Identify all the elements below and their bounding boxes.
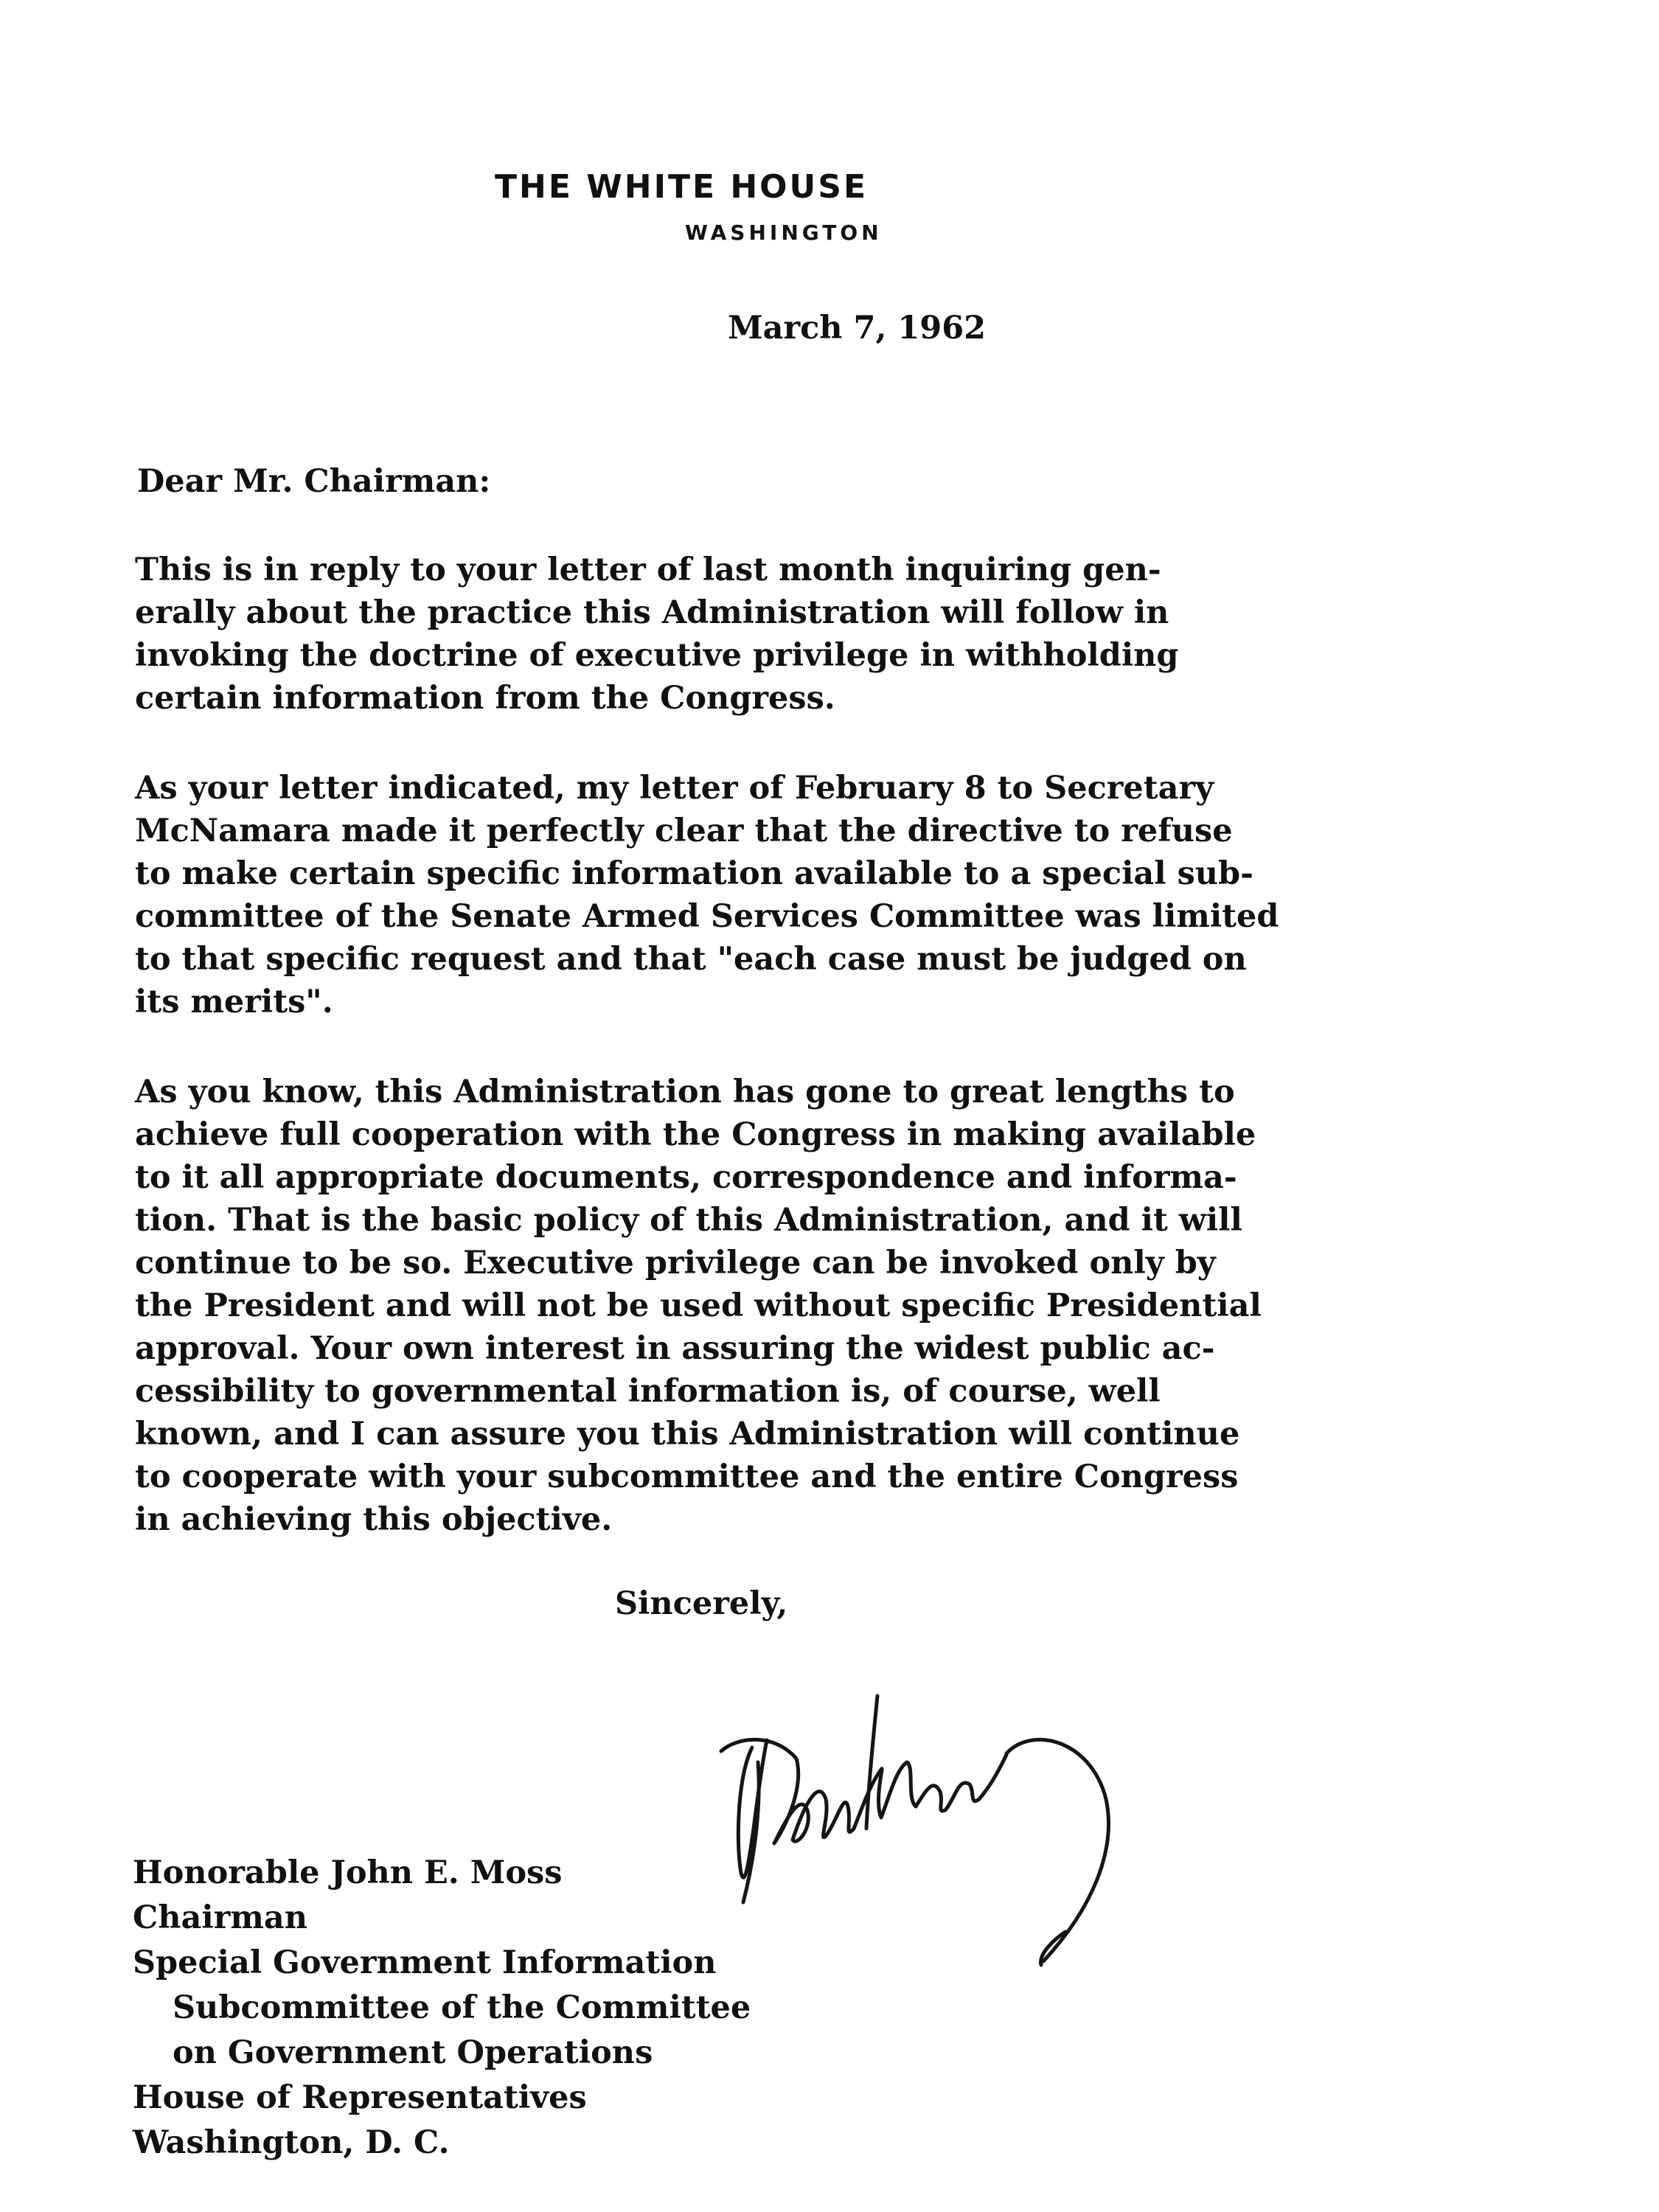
paragraph-line: to that specific request and that "each case must be judged on bbox=[135, 941, 1247, 978]
addressee-line: Chairman bbox=[133, 1899, 307, 1936]
paragraph-line: approval. Your own interest in assuring the widest public ac- bbox=[135, 1330, 1215, 1367]
paragraph-line: the President and will not be used without specific Presidential bbox=[135, 1287, 1262, 1324]
paragraph-line: continue to be so. Executive privilege can be invoked only by bbox=[135, 1245, 1216, 1281]
letterhead-city: WASHINGTON bbox=[685, 220, 883, 245]
paragraph-line: achieve full cooperation with the Congress in making available bbox=[135, 1116, 1256, 1153]
addressee-line: on Government Operations bbox=[173, 2034, 653, 2071]
paragraph-line: certain information from the Congress. bbox=[135, 680, 835, 717]
paragraph-line: to make certain specific information available to a special sub- bbox=[135, 855, 1253, 892]
addressee-block bbox=[133, 1851, 751, 2166]
paragraph-line: McNamara made it perfectly clear that the directive to refuse bbox=[135, 813, 1233, 849]
addressee-line: Washington, D. C. bbox=[133, 2124, 450, 2161]
paragraph-line: its merits". bbox=[135, 984, 333, 1020]
salutation: Dear Mr. Chairman: bbox=[137, 463, 491, 500]
paragraph-line: As your letter indicated, my letter of February 8 to Secretary bbox=[135, 770, 1214, 807]
paragraph-line: tion. That is the basic policy of this Administration, and it will bbox=[135, 1202, 1242, 1239]
paragraph-line: This is in reply to your letter of last month inquiring gen- bbox=[135, 552, 1161, 588]
paragraph-line: in achieving this objective. bbox=[135, 1501, 613, 1538]
paragraph-line: erally about the practice this Administration will follow in bbox=[135, 594, 1169, 631]
closing: Sincerely, bbox=[615, 1585, 788, 1622]
paragraph-line: known, and I can assure you this Administration will continue bbox=[135, 1416, 1240, 1453]
letter-date: March 7, 1962 bbox=[728, 310, 987, 347]
addressee-line: Special Government Information bbox=[133, 1944, 717, 1981]
paragraph-line: committee of the Senate Armed Services Committee was limited bbox=[135, 898, 1279, 935]
letterhead-title: THE WHITE HOUSE bbox=[495, 168, 869, 206]
paragraph-line: invoking the doctrine of executive privilege in withholding bbox=[135, 637, 1179, 674]
addressee-line: Honorable John E. Moss bbox=[133, 1854, 563, 1891]
body-paragraph-2 bbox=[135, 767, 1279, 1023]
body-paragraph-1 bbox=[135, 549, 1179, 720]
paragraph-line: to cooperate with your subcommittee and the entire Congress bbox=[135, 1458, 1239, 1495]
addressee-line: Subcommittee of the Committee bbox=[173, 1989, 751, 2026]
body-paragraph-3 bbox=[135, 1071, 1262, 1541]
paragraph-line: cessibility to governmental information is, of course, well bbox=[135, 1373, 1161, 1410]
addressee-line: House of Representatives bbox=[133, 2079, 587, 2116]
paragraph-line: As you know, this Administration has gone to great lengths to bbox=[135, 1074, 1235, 1110]
paragraph-line: to it all appropriate documents, correspondence and informa- bbox=[135, 1159, 1237, 1196]
signature bbox=[708, 1681, 1121, 1991]
